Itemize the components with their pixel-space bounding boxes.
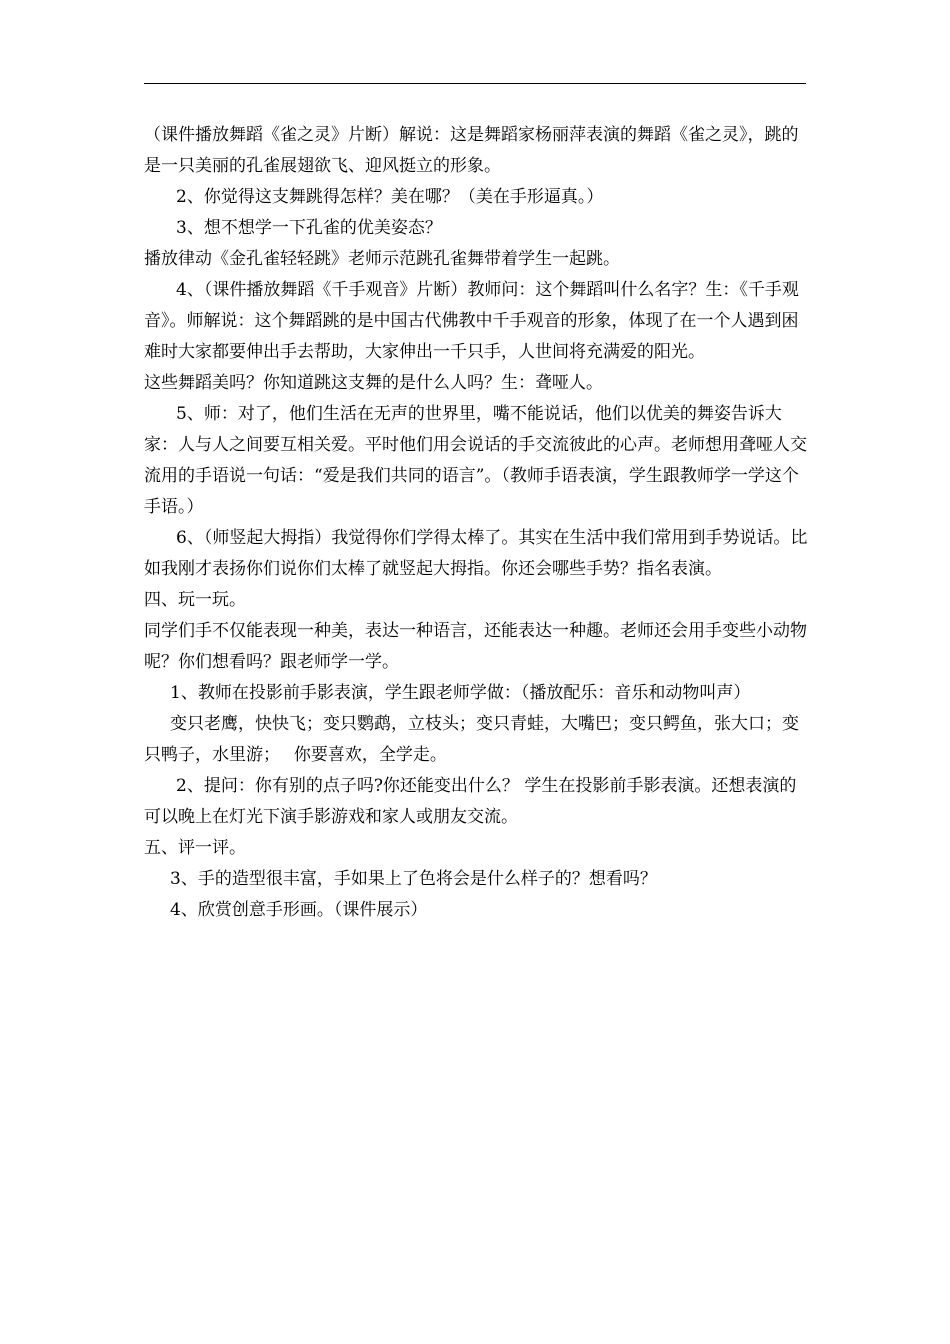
paragraph: 同学们手不仅能表现一种美，表达一种语言，还能表达一种趣。老师还会用手变些小动物呢？你们想看吗？跟老师学一学。: [144, 621, 807, 672]
header-rule: [144, 83, 806, 84]
paragraph: （课件播放舞蹈《雀之灵》片断）解说：这是舞蹈家杨丽萍表演的舞蹈《雀之灵》，跳的是一只美丽的孔雀展翅欲飞、迎风挺立的形象。: [144, 125, 799, 176]
paragraph: 变只老鹰，快快飞；变只鹦鹉，立枝头；变只青蛙，大嘴巴；变只鳄鱼，张大口；变只鸭子，水里游； 你要喜欢，全学走。: [144, 714, 799, 765]
paragraph: 3、想不想学一下孔雀的优美姿态？: [176, 218, 442, 238]
document-body: [144, 120, 808, 926]
paragraph: 播放律动《金孔雀轻轻跳》老师示范跳孔雀舞带着学生一起跳。: [144, 249, 620, 269]
paragraph: 6、（师竖起大拇指）我觉得你们学得太棒了。其实在生活中我们常用到手势说话。比如我刚才表扬你们说你们太棒了就竖起大拇指。你还会哪些手势？指名表演。: [144, 528, 808, 579]
paragraph: 4、欣赏创意手形画。（课件展示）: [170, 900, 428, 920]
section-heading: 五、评一评。: [144, 838, 246, 858]
paragraph: 5、师：对了，他们生活在无声的世界里，嘴不能说话，他们以优美的舞姿告诉大家：人与人之间要互相关爱。平时他们用会说话的手交流彼此的心声。老师想用聋哑人交流用的手语说一句话：“爱是我们共同的语言”。（教师手语表演，学生跟教师学一学这个手语。）: [144, 404, 807, 517]
section-heading: 四、玩一玩。: [144, 590, 246, 610]
paragraph: 4、（课件播放舞蹈《千手观音》片断）教师问：这个舞蹈叫什么名字？生：《千手观音》。师解说：这个舞蹈跳的是中国古代佛教中千手观音的形象，体现了在一个人遇到困难时大家都要伸出手去帮助，大家伸出一千只手，人世间将充满爱的阳光。: [144, 280, 799, 362]
paragraph: 2、你觉得这支舞跳得怎样？美在哪？（美在手形逼真。）: [176, 187, 604, 207]
paragraph: 2、提问：你有别的点子吗?你还能变出什么？ 学生在投影前手影表演。还想表演的可以晚上在灯光下演手影游戏和家人或朋友交流。: [144, 776, 797, 827]
paragraph: 3、手的造型很丰富，手如果上了色将会是什么样子的？想看吗？: [170, 869, 657, 889]
paragraph: 1、教师在投影前手影表演，学生跟老师学做：（播放配乐：音乐和动物叫声）: [170, 683, 751, 703]
paragraph: 这些舞蹈美吗？你知道跳这支舞的是什么人吗？生：聋哑人。: [144, 373, 603, 393]
